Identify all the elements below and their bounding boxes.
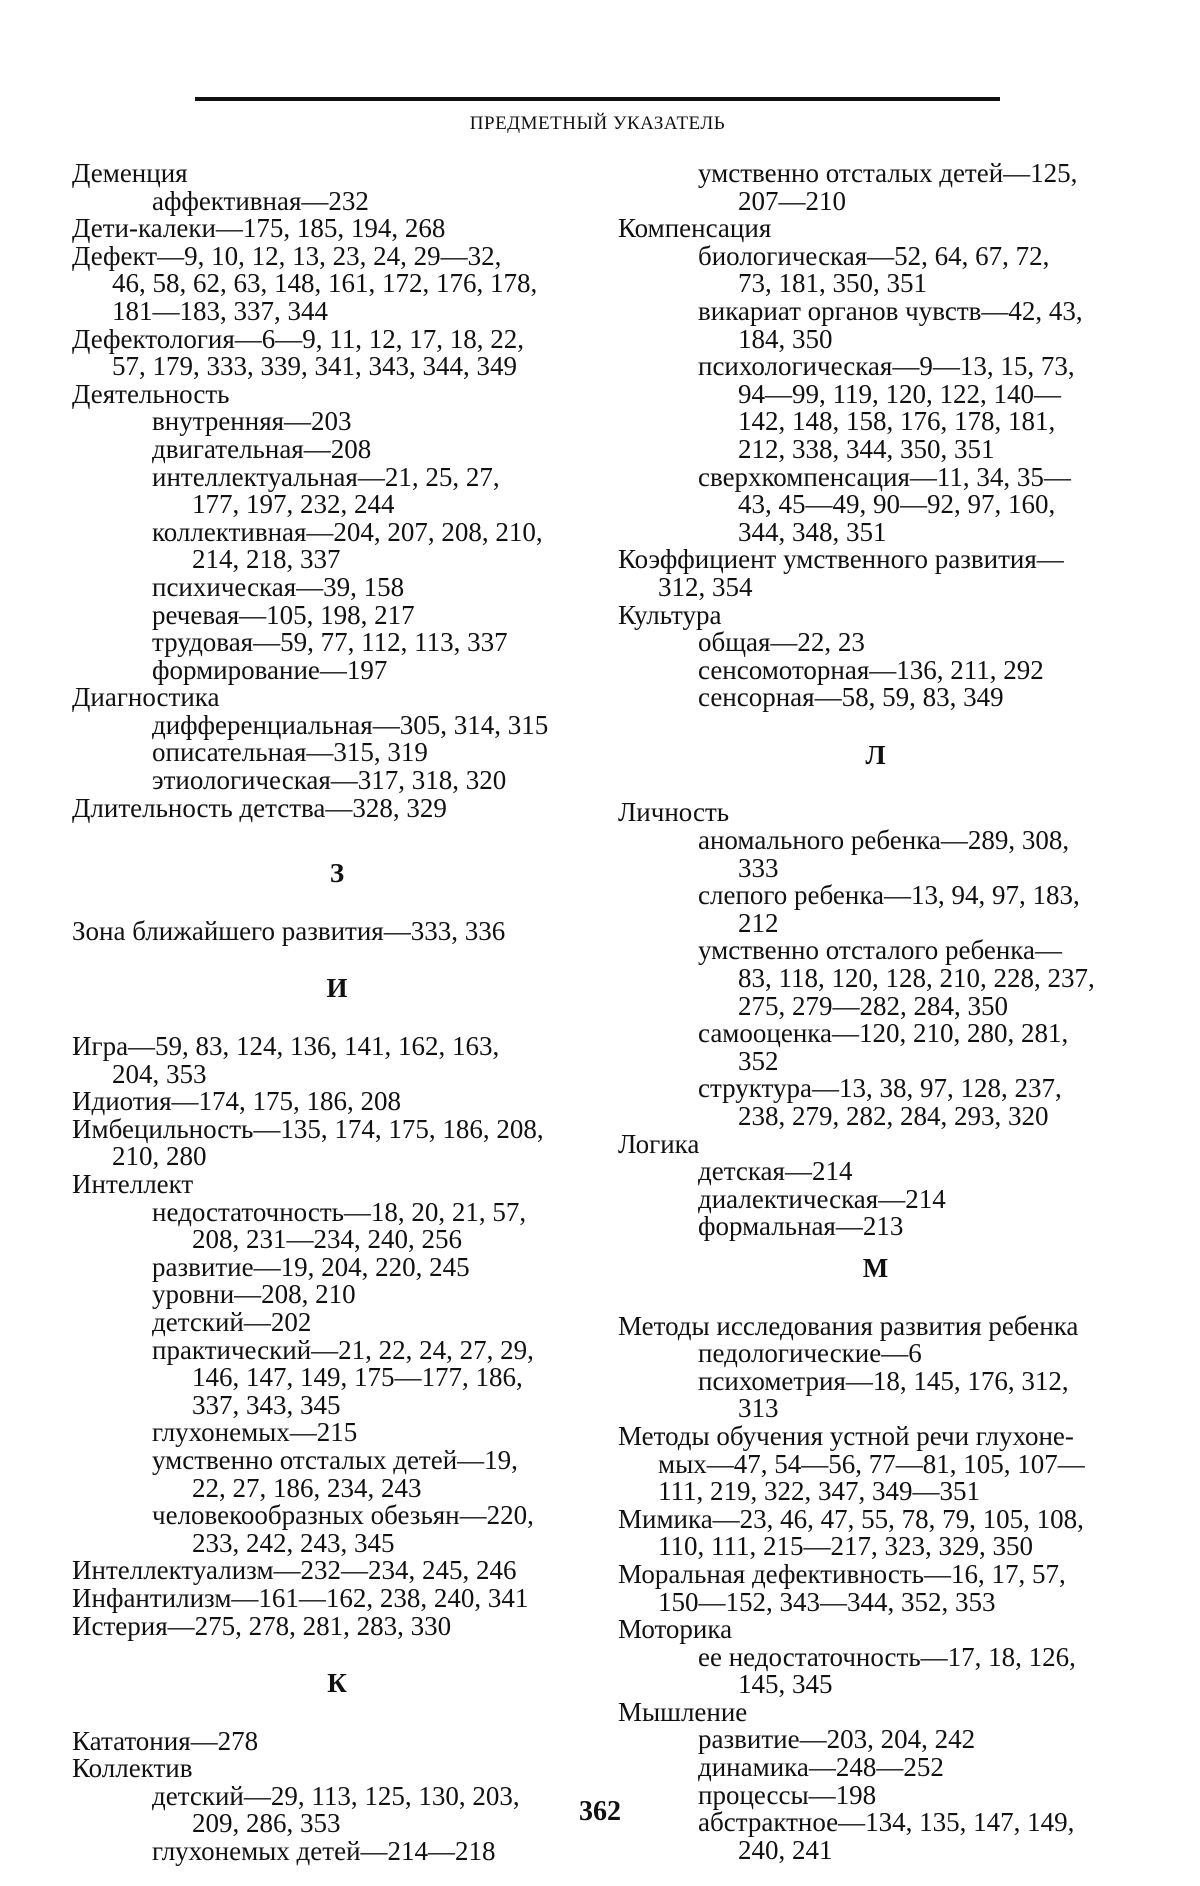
index-continuation: 142, 148, 158, 176, 178, 181, <box>738 406 1056 437</box>
index-entry: Игра—59, 83, 124, 136, 141, 162, 163, <box>72 1031 500 1062</box>
index-subentry: этиологическая—317, 318, 320 <box>152 765 507 796</box>
index-continuation: 233, 242, 243, 345 <box>192 1527 395 1558</box>
section-letter: М <box>862 1252 889 1283</box>
index-continuation: 238, 279, 282, 284, 293, 320 <box>738 1101 1049 1131</box>
index-subentry: уровни—208, 210 <box>152 1279 356 1310</box>
index-entry: Методы исследования развития ребенка <box>618 1310 1079 1341</box>
index-continuation: 43, 45—49, 90—92, 97, 160, <box>738 489 1056 520</box>
index-subentry: описательная—315, 319 <box>152 737 428 768</box>
index-subentry: психологическая—9—13, 15, 73, <box>698 351 1075 382</box>
index-subentry: недостаточность—18, 20, 21, 57, <box>152 1196 527 1227</box>
index-continuation: 22, 27, 186, 234, 243 <box>192 1472 422 1503</box>
index-entry: Моральная дефективность—16, 17, 57, <box>618 1558 1066 1589</box>
index-subentry: детский—29, 113, 125, 130, 203, <box>152 1780 520 1811</box>
index-continuation: 240, 241 <box>738 1834 833 1865</box>
index-continuation: 177, 197, 232, 244 <box>192 489 395 520</box>
index-subentry: аффективная—232 <box>152 185 369 216</box>
index-subentry: интеллектуальная—21, 25, 27, <box>152 461 500 492</box>
index-continuation: мых—47, 54—56, 77—81, 105, 107— <box>658 1448 1085 1479</box>
index-entry: Логика <box>618 1128 700 1159</box>
page-number: 362 <box>579 1796 621 1827</box>
index-entry: Коэффициент умственного развития— <box>618 544 1064 575</box>
index-continuation: 150—152, 343—344, 352, 353 <box>658 1586 996 1617</box>
index-entry: Культура <box>618 599 722 630</box>
index-subentry: формальная—213 <box>698 1211 904 1242</box>
index-subentry: внутренняя—203 <box>152 406 352 437</box>
index-continuation: 94—99, 119, 120, 122, 140— <box>738 378 1061 409</box>
index-entry: Истерия—275, 278, 281, 283, 330 <box>72 1610 452 1641</box>
section-letter: З <box>329 858 345 889</box>
index-entry: Методы обучения устной речи глухоне- <box>618 1420 1074 1451</box>
index-entry: Мимика—23, 46, 47, 55, 78, 79, 105, 108, <box>618 1503 1084 1534</box>
index-continuation: 313 <box>738 1393 779 1424</box>
index-subentry: умственно отсталых детей—125, <box>698 158 1078 188</box>
index-continuation: 145, 345 <box>738 1669 833 1700</box>
index-subentry: трудовая—59, 77, 112, 113, 337 <box>152 627 508 658</box>
index-column-right <box>618 160 1133 1864</box>
index-continuation: 181—183, 337, 344 <box>112 295 328 326</box>
index-entry: Интеллект <box>72 1169 194 1199</box>
index-continuation: 312, 354 <box>658 571 753 602</box>
index-continuation: 209, 286, 353 <box>192 1808 341 1839</box>
index-entry: Коллектив <box>72 1753 193 1784</box>
index-subentry: сенсорная—58, 59, 83, 349 <box>698 682 1004 713</box>
index-continuation: 352 <box>738 1045 779 1076</box>
index-subentry: глухонемых—215 <box>152 1417 358 1448</box>
index-subentry: психическая—39, 158 <box>152 571 405 602</box>
index-subentry: слепого ребенка—13, 94, 97, 183, <box>698 880 1080 911</box>
index-continuation: 212, 338, 344, 350, 351 <box>738 433 995 464</box>
index-entry: Идиотия—174, 175, 186, 208 <box>72 1086 401 1117</box>
index-entry: Имбецильность—135, 174, 175, 186, 208, <box>72 1113 544 1144</box>
running-head: ПРЕДМЕТНЫЙ УКАЗАТЕЛЬ <box>469 113 726 134</box>
index-entry: Дети-калеки—175, 185, 194, 268 <box>72 213 446 244</box>
index-subentry: человекообразных обезьян—220, <box>152 1500 534 1531</box>
index-entry: Дефектология—6—9, 11, 12, 17, 18, 22, <box>72 323 525 354</box>
index-continuation: 73, 181, 350, 351 <box>738 268 927 299</box>
index-subentry: общая—22, 23 <box>698 627 865 658</box>
index-continuation: 208, 231—234, 240, 256 <box>192 1224 462 1255</box>
index-entry: Личность <box>618 797 730 828</box>
index-entry: Диагностика <box>72 682 220 713</box>
index-continuation: 333 <box>738 852 779 883</box>
index-subentry: динамика—248—252 <box>698 1752 944 1783</box>
header-rule <box>195 97 1000 101</box>
index-entry: Зона ближайшего развития—333, 336 <box>72 915 506 946</box>
index-continuation: 46, 58, 62, 63, 148, 161, 172, 176, 178, <box>112 268 538 299</box>
index-subentry: абстрактное—134, 135, 147, 149, <box>698 1807 1075 1838</box>
index-column-left <box>72 160 602 1866</box>
index-subentry: педологические—6 <box>698 1338 922 1369</box>
index-entry: Дефект—9, 10, 12, 13, 23, 24, 29—32, <box>72 240 502 271</box>
index-subentry: сенсомоторная—136, 211, 292 <box>698 654 1044 685</box>
index-subentry: диалектическая—214 <box>698 1183 946 1214</box>
index-entry: Моторика <box>618 1614 733 1645</box>
index-entry: Длительность детства—328, 329 <box>72 792 447 823</box>
index-subentry: сверхкомпенсация—11, 34, 35— <box>698 461 1071 492</box>
index-subentry: самооценка—120, 210, 280, 281, <box>698 1018 1069 1049</box>
index-continuation: 207—210 <box>738 185 846 216</box>
index-continuation: 111, 219, 322, 347, 349—351 <box>658 1476 980 1507</box>
index-subentry: психометрия—18, 145, 176, 312, <box>698 1365 1069 1396</box>
index-continuation: 210, 280 <box>112 1141 207 1172</box>
index-subentry: глухонемых детей—214—218 <box>152 1836 496 1867</box>
index-subentry: формирование—197 <box>152 654 388 685</box>
index-subentry: биологическая—52, 64, 67, 72, <box>698 240 1050 271</box>
index-entry: Интеллектуализм—232—234, 245, 246 <box>72 1555 517 1586</box>
index-subentry: двигательная—208 <box>152 433 372 464</box>
index-continuation: 57, 179, 333, 339, 341, 343, 344, 349 <box>112 351 517 382</box>
index-continuation: 214, 218, 337 <box>192 544 341 575</box>
index-subentry: умственно отсталых детей—19, <box>152 1444 518 1475</box>
index-continuation: 184, 350 <box>738 323 833 354</box>
index-entry: Мышление <box>618 1696 748 1727</box>
index-subentry: умственно отсталого ребенка— <box>698 935 1062 966</box>
index-continuation: 146, 147, 149, 175—177, 186, <box>192 1362 523 1393</box>
index-continuation: 344, 348, 351 <box>738 516 887 547</box>
index-continuation: 204, 353 <box>112 1058 207 1089</box>
index-entry: Инфантилизм—161—162, 238, 240, 341 <box>72 1582 529 1613</box>
index-subentry: детская—214 <box>698 1156 853 1187</box>
index-subentry: развитие—203, 204, 242 <box>698 1724 976 1755</box>
section-letter: К <box>327 1668 347 1699</box>
section-letter: И <box>326 973 348 1004</box>
index-continuation: 337, 343, 345 <box>192 1389 341 1420</box>
index-entry: Кататония—278 <box>72 1725 259 1756</box>
index-subentry: викариат органов чувств—42, 43, <box>698 295 1083 326</box>
index-subentry: дифференциальная—305, 314, 315 <box>152 709 549 740</box>
index-continuation: 275, 279—282, 284, 350 <box>738 990 1008 1021</box>
index-subentry: речевая—105, 198, 217 <box>152 599 415 630</box>
index-subentry: коллективная—204, 207, 208, 210, <box>152 516 543 547</box>
index-entry: Деменция <box>72 158 188 188</box>
index-subentry: развитие—19, 204, 220, 245 <box>152 1251 470 1282</box>
section-letter: Л <box>865 739 886 770</box>
index-entry: Компенсация <box>618 213 772 244</box>
index-subentry: аномального ребенка—289, 308, <box>698 825 1070 856</box>
index-continuation: 212 <box>738 907 779 938</box>
index-subentry: ее недостаточность—17, 18, 126, <box>698 1641 1076 1672</box>
index-subentry: практический—21, 22, 24, 27, 29, <box>152 1334 534 1365</box>
index-entry: Деятельность <box>72 378 230 409</box>
index-subentry: детский—202 <box>152 1306 312 1337</box>
index-continuation: 83, 118, 120, 128, 210, 228, 237, <box>738 963 1095 994</box>
index-subentry: структура—13, 38, 97, 128, 237, <box>698 1073 1062 1104</box>
index-subentry: процессы—198 <box>698 1779 877 1810</box>
index-continuation: 110, 111, 215—217, 323, 329, 350 <box>658 1531 1033 1562</box>
